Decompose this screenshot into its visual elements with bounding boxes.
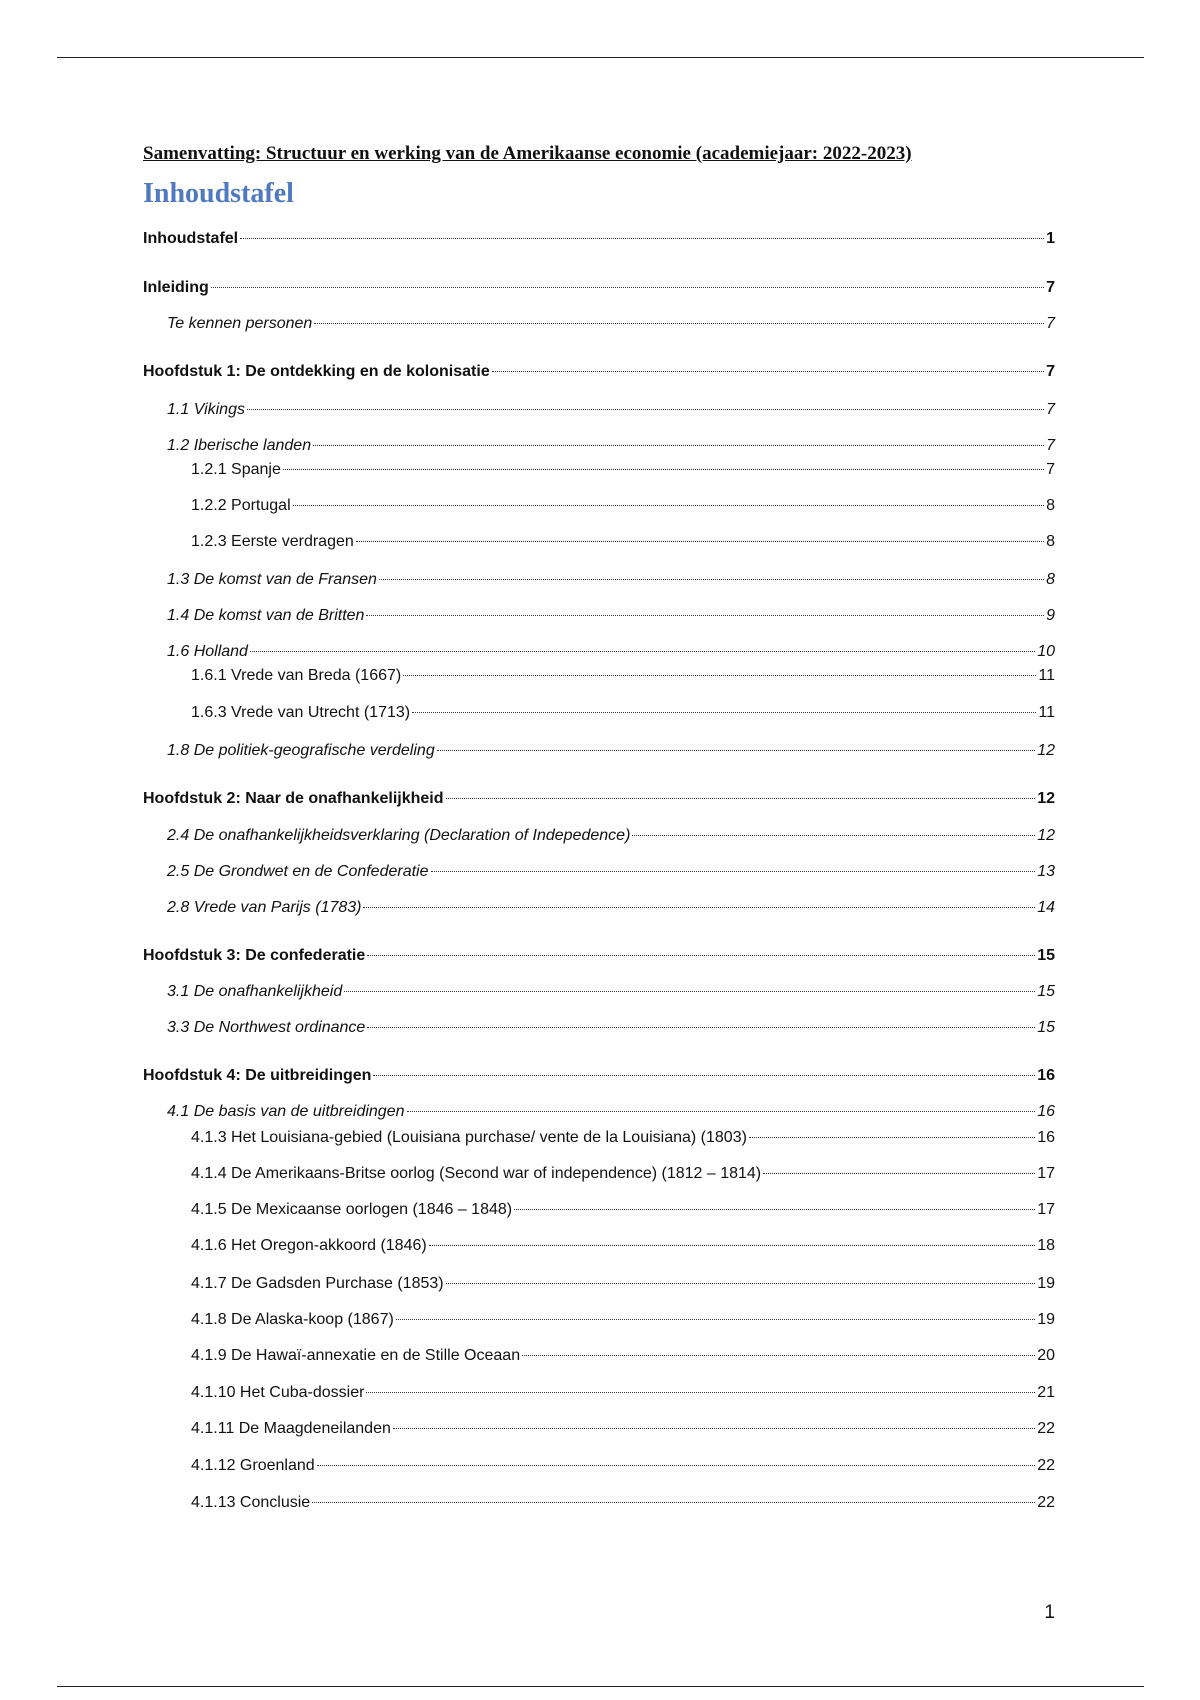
toc-entry-title: 4.1.6 Het Oregon-akkoord (1846) (191, 1237, 427, 1254)
toc-dot-leader (492, 371, 1044, 372)
toc-dot-leader (522, 1355, 1035, 1356)
toc-entry-page: 8 (1046, 571, 1055, 588)
toc-dot-leader (250, 651, 1035, 652)
toc-entry-page: 12 (1037, 790, 1055, 807)
toc-entry[interactable] (191, 1127, 1055, 1149)
toc-dot-leader (429, 1245, 1036, 1246)
toc-entry-page: 17 (1037, 1201, 1055, 1218)
toc-entry[interactable] (191, 1455, 1055, 1477)
toc-entry-title: Hoofdstuk 3: De confederatie (143, 947, 366, 964)
toc-entry-title: 4.1.13 Conclusie (191, 1494, 311, 1511)
toc-entry-title: 1.2.1 Spanje (191, 461, 281, 478)
toc-entry-title: 1.1 Vikings (167, 401, 245, 418)
toc-entry[interactable] (167, 897, 1055, 919)
toc-dot-leader (367, 955, 1035, 956)
toc-entry-page: 13 (1037, 863, 1055, 880)
toc-entry[interactable] (191, 702, 1055, 724)
toc-dot-leader (373, 1075, 1035, 1076)
toc-entry-title: 4.1.8 De Alaska-koop (1867) (191, 1311, 394, 1328)
toc-entry[interactable] (167, 605, 1055, 627)
toc-entry-title: 1.3 De komst van de Fransen (167, 571, 377, 588)
toc-dot-leader (240, 238, 1044, 239)
toc-dot-leader (366, 615, 1044, 616)
toc-entry-title: 1.2.2 Portugal (191, 497, 291, 514)
toc-entry-title: 4.1.9 De Hawaï-annexatie en de Stille Oceaan (191, 1347, 521, 1364)
toc-entry[interactable] (191, 495, 1055, 517)
toc-entry-title: Inleiding (143, 279, 209, 296)
toc-dot-leader (293, 505, 1044, 506)
toc-entry[interactable] (191, 1309, 1055, 1331)
toc-entry[interactable] (167, 740, 1055, 762)
toc-dot-leader (763, 1173, 1035, 1174)
toc-dot-leader (379, 579, 1044, 580)
toc-entry-page: 16 (1037, 1129, 1055, 1146)
toc-dot-leader (356, 541, 1044, 542)
toc-dot-leader (393, 1428, 1035, 1429)
toc-entry-page: 8 (1046, 533, 1055, 550)
toc-entry[interactable] (167, 313, 1055, 335)
toc-entry-page: 22 (1037, 1420, 1055, 1437)
toc-entry[interactable] (191, 1163, 1055, 1185)
toc-dot-leader (367, 1027, 1035, 1028)
toc-entry[interactable] (191, 459, 1055, 481)
toc-entry[interactable] (167, 641, 1055, 663)
toc-dot-leader (344, 991, 1035, 992)
toc-entry[interactable] (167, 861, 1055, 883)
toc-entry-title: 1.6.3 Vrede van Utrecht (1713) (191, 704, 411, 721)
toc-entry-title: 1.2.3 Eerste verdragen (191, 533, 354, 550)
toc-entry[interactable] (191, 1235, 1055, 1257)
toc-dot-leader (283, 469, 1044, 470)
toc-dot-leader (247, 409, 1044, 410)
toc-entry-page: 11 (1038, 704, 1055, 721)
toc-dot-leader (396, 1319, 1035, 1320)
toc-entry-page: 15 (1037, 947, 1055, 964)
toc-entry-title: 4.1.5 De Mexicaanse oorlogen (1846 – 1848) (191, 1201, 513, 1218)
toc-dot-leader (313, 445, 1044, 446)
toc-entry[interactable] (143, 361, 1055, 383)
toc-entry-page: 9 (1046, 607, 1055, 624)
toc-entry-page: 7 (1046, 363, 1055, 380)
toc-entry-title: 2.4 De onafhankelijkheidsverklaring (Declaration of Indepedence) (167, 827, 631, 844)
toc-entry-page: 7 (1046, 401, 1055, 418)
toc-entry-page: 7 (1046, 315, 1055, 332)
toc-entry-page: 21 (1037, 1384, 1055, 1401)
toc-entry-page: 17 (1037, 1165, 1055, 1182)
toc-entry[interactable] (191, 1273, 1055, 1295)
toc-entry-page: 7 (1046, 437, 1055, 454)
toc-entry-title: Hoofdstuk 4: De uitbreidingen (143, 1067, 372, 1084)
toc-entry[interactable] (191, 1382, 1055, 1404)
toc-entry-title: 4.1.11 De Maagdeneilanden (191, 1420, 391, 1437)
toc-entry[interactable] (191, 531, 1055, 553)
toc-entry-title: 1.2 Iberische landen (167, 437, 312, 454)
toc-entry-title: 4.1.12 Groenland (191, 1457, 315, 1474)
toc-entry-page: 12 (1037, 742, 1055, 759)
toc-entry[interactable] (191, 665, 1055, 687)
document-title: Samenvatting: Structuur en werking van de Amerikaanse economie (academiejaar: 2022-2023) (143, 143, 912, 164)
toc-entry-title: 4.1.10 Het Cuba-dossier (191, 1384, 365, 1401)
toc-entry[interactable] (191, 1199, 1055, 1221)
toc-entry-page: 10 (1037, 643, 1055, 660)
toc-dot-leader (403, 675, 1036, 676)
toc-dot-leader (437, 750, 1035, 751)
toc-entry-page: 7 (1046, 279, 1055, 296)
toc-dot-leader (514, 1209, 1035, 1210)
toc-dot-leader (314, 323, 1044, 324)
toc-entry[interactable] (143, 1065, 1055, 1087)
toc-entry-title: 1.6.1 Vrede van Breda (1667) (191, 667, 402, 684)
toc-entry-page: 19 (1037, 1275, 1055, 1292)
toc-dot-leader (317, 1465, 1036, 1466)
top-rule (57, 57, 1144, 58)
toc-entry[interactable] (143, 228, 1055, 250)
toc-entry[interactable] (167, 825, 1055, 847)
bottom-rule (57, 1686, 1144, 1687)
toc-entry-title: 4.1.7 De Gadsden Purchase (1853) (191, 1275, 444, 1292)
toc-entry[interactable] (143, 277, 1055, 299)
toc-entry-title: 4.1 De basis van de uitbreidingen (167, 1103, 405, 1120)
toc-entry-page: 11 (1038, 667, 1055, 684)
toc-entry-title: Inhoudstafel (143, 230, 239, 247)
toc-entry-title: 2.5 De Grondwet en de Confederatie (167, 863, 429, 880)
toc-dot-leader (446, 1283, 1036, 1284)
toc-entry-page: 14 (1037, 899, 1055, 916)
toc-entry[interactable] (191, 1345, 1055, 1367)
toc-entry-title: 1.6 Holland (167, 643, 248, 660)
toc-dot-leader (312, 1502, 1035, 1503)
toc-dot-leader (412, 712, 1036, 713)
toc-dot-leader (446, 798, 1036, 799)
toc-entry[interactable] (167, 981, 1055, 1003)
toc-entry-title: 1.4 De komst van de Britten (167, 607, 365, 624)
toc-entry[interactable] (167, 1101, 1055, 1123)
toc-dot-leader (749, 1137, 1035, 1138)
toc-entry-page: 20 (1037, 1347, 1055, 1364)
toc-dot-leader (407, 1111, 1036, 1112)
toc-dot-leader (632, 835, 1035, 836)
toc-entry-page: 19 (1037, 1311, 1055, 1328)
toc-entry[interactable] (167, 399, 1055, 421)
toc-entry-page: 16 (1037, 1067, 1055, 1084)
toc-heading: Inhoudstafel (143, 178, 294, 209)
toc-dot-leader (366, 1392, 1035, 1393)
toc-entry-page: 12 (1037, 827, 1055, 844)
toc-entry-page: 7 (1046, 461, 1055, 478)
toc-dot-leader (431, 871, 1036, 872)
toc-entry-page: 15 (1037, 1019, 1055, 1036)
toc-entry-title: 3.1 De onafhankelijkheid (167, 983, 343, 1000)
page-number: 1 (1044, 1602, 1055, 1623)
toc-entry-page: 22 (1037, 1457, 1055, 1474)
toc-entry-title: 3.3 De Northwest ordinance (167, 1019, 366, 1036)
toc-entry[interactable] (167, 1017, 1055, 1039)
toc-entry[interactable] (191, 1418, 1055, 1440)
toc-entry[interactable] (167, 435, 1055, 457)
toc-entry-title: 4.1.3 Het Louisiana-gebied (Louisiana purchase/ vente de la Louisiana) (1803) (191, 1129, 747, 1146)
toc-entry-page: 16 (1037, 1103, 1055, 1120)
toc-entry[interactable] (167, 569, 1055, 591)
toc-entry-title: 1.8 De politiek-geografische verdeling (167, 742, 435, 759)
toc-entry-page: 8 (1046, 497, 1055, 514)
toc-entry-page: 22 (1037, 1494, 1055, 1511)
toc-entry-page: 15 (1037, 983, 1055, 1000)
toc-entry[interactable] (143, 788, 1055, 810)
toc-entry[interactable] (143, 945, 1055, 967)
toc-entry[interactable] (191, 1492, 1055, 1514)
toc-entry-title: Hoofdstuk 2: Naar de onafhankelijkheid (143, 790, 444, 807)
toc-entry-title: Hoofdstuk 1: De ontdekking en de kolonisatie (143, 363, 490, 380)
toc-dot-leader (211, 287, 1044, 288)
toc-entry-title: 4.1.4 De Amerikaans-Britse oorlog (Second war of independence) (1812 – 1814) (191, 1165, 762, 1182)
toc-dot-leader (363, 907, 1035, 908)
toc-entry-title: 2.8 Vrede van Parijs (1783) (167, 899, 362, 916)
toc-entry-page: 1 (1046, 230, 1055, 247)
toc-entry-title: Te kennen personen (167, 315, 313, 332)
toc-entry-page: 18 (1037, 1237, 1055, 1254)
